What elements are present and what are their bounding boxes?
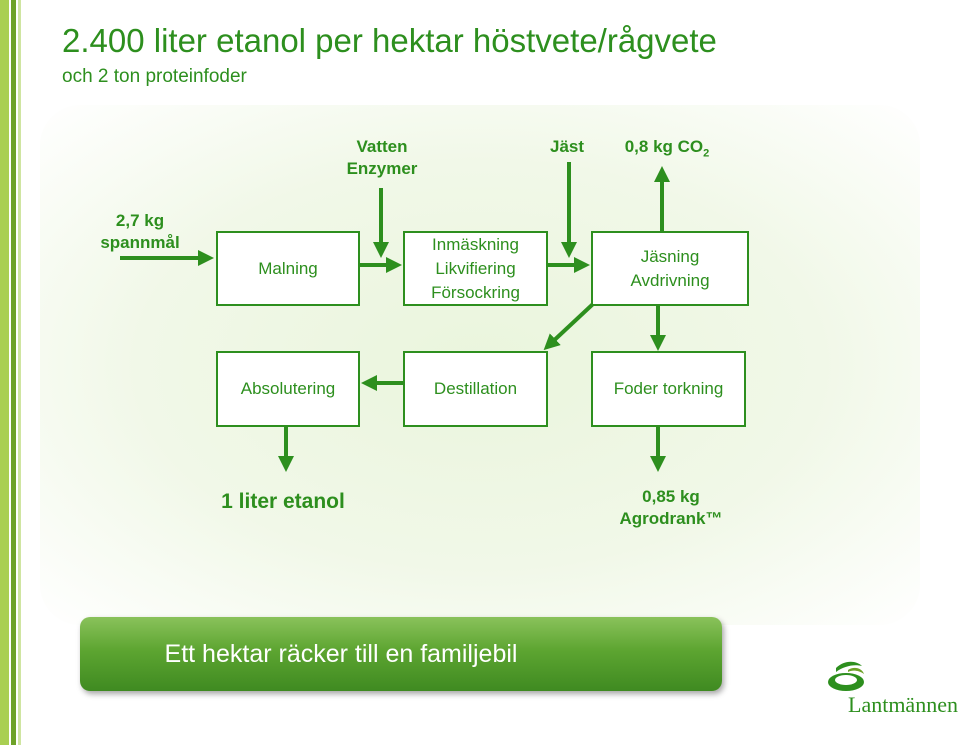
enzymes-label: Enzymer: [346, 159, 418, 178]
logo-wordmark: Lantmännen: [848, 692, 958, 717]
summary-banner: [80, 617, 722, 691]
page-title: 2.400 liter etanol per hektar höstvete/rågvete: [62, 22, 717, 59]
yeast-label: Jäst: [549, 137, 585, 156]
arrow-fermentation-to-distillation: [548, 304, 593, 346]
saccharification-label: Försockring: [431, 282, 520, 302]
milling-label: Malning: [258, 258, 318, 278]
banner-text: Ett hektar räcker till en familjebil: [164, 639, 518, 668]
fermentation-label: Jäsning: [640, 246, 700, 266]
water-label: Vatten: [356, 137, 408, 156]
co2-amount: 0,8 kg CO: [624, 137, 704, 156]
feed-name: Agrodrank™: [619, 509, 723, 528]
liquefaction-label: Likvifiering: [435, 258, 516, 278]
lantmannen-logo: [818, 656, 960, 726]
absolution-label: Absolutering: [240, 379, 336, 398]
feed-amount: 0,85 kg: [642, 487, 700, 506]
mashing-label: Inmäskning: [432, 234, 519, 254]
grain-amount: 2,7 kg: [115, 211, 165, 230]
ethanol-output-label: 1 liter etanol: [221, 490, 345, 513]
page-subtitle: och 2 ton proteinfoder: [62, 66, 247, 87]
logo-mark-icon: [822, 656, 882, 696]
co2-subscript: 2: [703, 147, 710, 160]
stripping-label: Avdrivning: [630, 270, 710, 290]
grain-name: spannmål: [100, 233, 180, 252]
distillation-label: Destillation: [433, 379, 518, 398]
feed-drying-label: Foder torkning: [613, 379, 724, 398]
